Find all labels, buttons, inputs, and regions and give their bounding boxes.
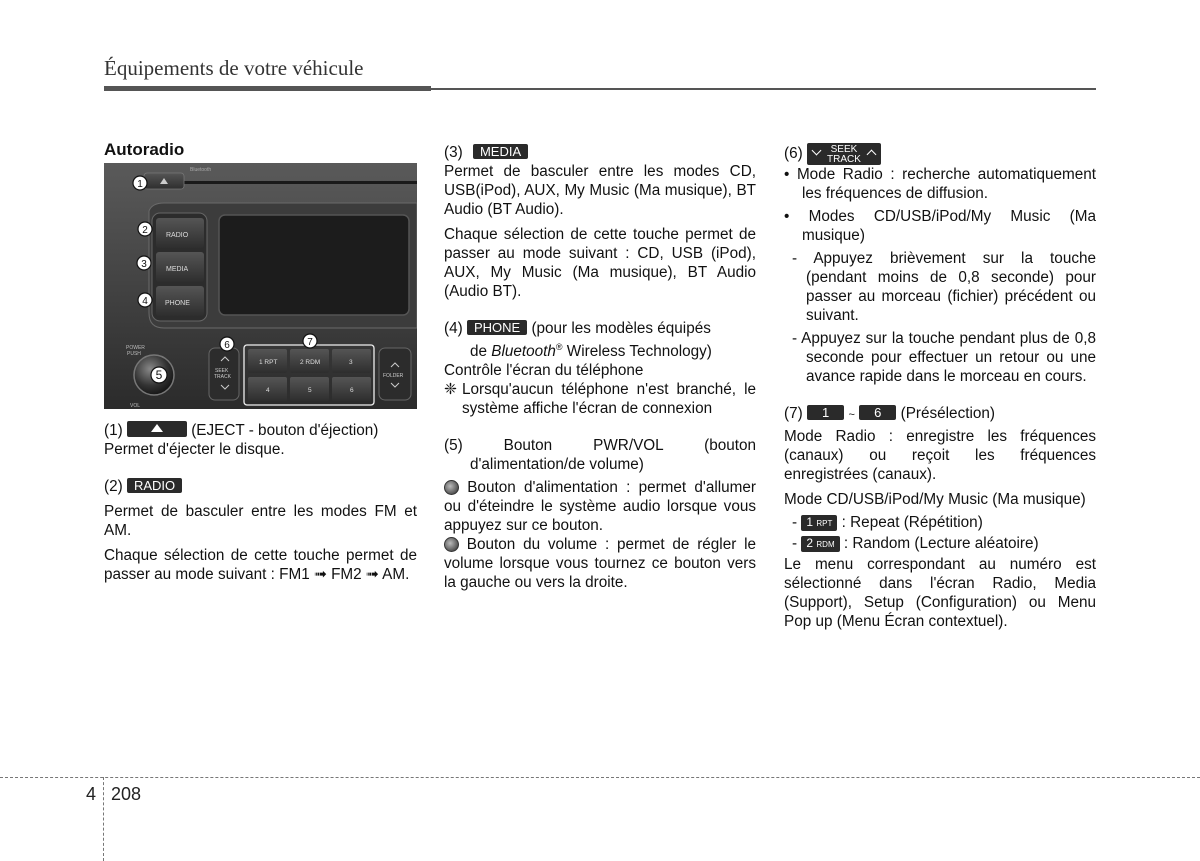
seek-label-2: TRACK xyxy=(214,374,231,380)
brand-label: Bluetooth xyxy=(190,167,212,173)
callout-6 xyxy=(220,337,234,351)
item-2-line xyxy=(104,477,417,496)
column-2 xyxy=(444,143,756,592)
volume-knob-icon xyxy=(444,537,459,552)
item-4-note xyxy=(444,380,756,418)
item-5-volume xyxy=(444,535,756,592)
item-1-line xyxy=(104,421,417,440)
eject-icon xyxy=(127,421,187,437)
power-label-2: PUSH xyxy=(127,351,141,357)
item-1-desc: Permet d'éjecter le disque. xyxy=(104,441,285,458)
svg-text:2: 2 xyxy=(142,225,148,236)
item-5-line-2: d'alimentation/de volume) xyxy=(470,456,644,474)
item-3-desc-1: Permet de basculer entre les modes CD, USB(iPod), AUX, My Music (Ma musique), BT Audio (BT Audio). xyxy=(444,163,756,218)
item-5-line-1: (5) Bouton PWR/VOL (bouton xyxy=(444,437,756,455)
item-2-desc-1: Permet de basculer entre les modes FM et AM. xyxy=(104,503,417,539)
rpt-tag: 1 RPT xyxy=(801,515,837,531)
item-4-label: (4) xyxy=(444,320,463,337)
item-7-menu: Le menu correspondant au numéro est sélectionné dans l'écran Radio, Media (Support), Setup (Configuration) ou Menu Pop up (Menu Écran contextuel). xyxy=(784,556,1096,630)
media-button-label: MEDIA xyxy=(166,266,189,273)
media-tag: MEDIA xyxy=(473,144,528,159)
svg-text:7: 7 xyxy=(307,337,313,348)
callout-2 xyxy=(138,222,152,236)
item-5-volume-text: Bouton du volume : permet de régler le volume lorsque vous tournez ce bouton vers la gauche ou vers la droite. xyxy=(444,536,757,592)
column-1 xyxy=(104,140,417,584)
item-4-text-b: de xyxy=(470,343,488,361)
power-label-1: POWER xyxy=(126,345,145,351)
preset-6-tag: 6 xyxy=(859,405,896,420)
item-4-text-c: Wireless Technology) xyxy=(566,343,712,361)
item-1-text: (EJECT - bouton d'éjection) xyxy=(191,422,379,439)
power-knob-icon xyxy=(444,480,459,495)
callout-4 xyxy=(138,293,152,307)
page-header-title: Équipements de votre véhicule xyxy=(104,56,364,80)
item-7-rpt: - 1 RPT : Repeat (Répétition) xyxy=(792,514,983,531)
item-7-rdm: - 2 RDM : Random (Lecture aléatoire) xyxy=(792,535,1039,552)
item-4-line-2 xyxy=(444,338,756,361)
callout-5 xyxy=(151,367,167,383)
phone-tag: PHONE xyxy=(467,320,527,335)
item-3-desc-2: Chaque sélection de cette touche permet de passer au mode suivant : CD, USB (iPod), AUX, My Music (Ma musique), BT Audio (Audio BT). xyxy=(444,226,756,300)
svg-text:4: 4 xyxy=(142,296,148,307)
item-7-label: (7) xyxy=(784,405,803,422)
callout-1 xyxy=(133,176,147,190)
item-6-dash-1: - Appuyez brièvement sur la touche (pendant moins de 0,8 seconde) pour passer au morceau (fichier) précédent ou suivant. xyxy=(792,250,1096,324)
chevron-up-icon xyxy=(867,150,877,160)
item-6-bullet-1: • Mode Radio : recherche automatiquement les fréquences de diffusion. xyxy=(784,166,1096,202)
section-heading: Autoradio xyxy=(104,140,185,159)
item-7-rdm-text: : Random (Lecture aléatoire) xyxy=(843,535,1039,552)
item-2-label: (2) xyxy=(104,478,123,495)
item-6-line xyxy=(784,143,1096,165)
folder-label: FOLDER xyxy=(383,373,404,379)
seek-track-tag xyxy=(807,143,881,165)
phone-button-label: PHONE xyxy=(165,300,190,307)
item-3-label: (3) xyxy=(444,144,463,161)
item-4-desc: Contrôle l'écran du téléphone xyxy=(444,362,644,380)
note-symbol: ❈ xyxy=(444,381,457,399)
item-4-text-a: (pour les modèles équipés xyxy=(531,320,711,337)
header-rule xyxy=(104,86,1096,90)
preset-5-label: 5 xyxy=(308,387,312,394)
item-7-media: Mode CD/USB/iPod/My Music (Ma musique) xyxy=(784,491,1086,508)
seek-tag-line-2: TRACK xyxy=(827,154,861,165)
seek-label-1: SEEK xyxy=(215,368,229,374)
footer-divider xyxy=(103,777,104,861)
preset-2-label: 2 RDM xyxy=(300,359,321,366)
item-7-rpt-text: : Repeat (Répétition) xyxy=(841,514,983,531)
item-6-dash-2: - Appuyez sur la touche pendant plus de 0,8 seconde pour effectuer un retour ou une avance rapide dans le morceau en cours. xyxy=(792,330,1096,385)
section-number: 4 xyxy=(86,784,97,804)
preset-1-label: 1 RPT xyxy=(259,359,278,366)
item-6-label: (6) xyxy=(784,145,803,163)
item-7-text: (Présélection) xyxy=(900,405,995,422)
preset-1-tag: 1 xyxy=(807,405,844,420)
car-radio-illustration xyxy=(104,163,417,409)
preset-4-label: 4 xyxy=(266,387,270,394)
item-7-radio: Mode Radio : enregistre les fréquences (canaux) ou reçoit les fréquences enregistrées (canaux). xyxy=(784,428,1096,483)
item-3-line xyxy=(444,143,756,162)
bluetooth-text: Bluetooth xyxy=(491,343,556,361)
callout-7 xyxy=(303,334,317,348)
item-2-desc-2: Chaque sélection de cette touche permet de passer au mode suivant : FM1 ➟ FM2 ➟ AM. xyxy=(104,547,417,583)
item-6-bullet-2: • Modes CD/USB/iPod/My Music (Ma musique) xyxy=(784,208,1096,244)
item-5-power xyxy=(444,478,756,535)
preset-6-label: 6 xyxy=(350,387,354,394)
svg-text:1: 1 xyxy=(137,179,143,190)
chevron-down-icon xyxy=(812,146,822,156)
preset-3-label: 3 xyxy=(349,359,353,366)
tilde: ~ xyxy=(848,409,855,421)
svg-text:3: 3 xyxy=(141,259,147,270)
item-7-line xyxy=(784,404,1096,425)
radio-tag: RADIO xyxy=(127,478,182,493)
vol-label: VOL xyxy=(130,403,141,409)
registered-mark: ® xyxy=(555,342,563,352)
item-4-line xyxy=(444,319,756,338)
column-3 xyxy=(784,143,1096,631)
page-number: 208 xyxy=(111,784,142,804)
seek-tag-line-1: SEEK xyxy=(830,144,858,155)
svg-text:5: 5 xyxy=(155,368,163,382)
svg-text:6: 6 xyxy=(224,340,230,351)
rdm-tag: 2 RDM xyxy=(801,536,839,552)
item-4-note-text: Lorsqu'aucun téléphone n'est branché, le système affiche l'écran de connexion xyxy=(462,381,756,418)
item-1-label: (1) xyxy=(104,422,123,439)
callout-3 xyxy=(137,256,151,270)
footer-rule xyxy=(0,777,1200,778)
radio-button-label: RADIO xyxy=(166,232,189,239)
item-5-power-text: Bouton d'alimentation : permet d'allumer ou d'éteindre le système audio lorsque vous appuyez sur ce bouton. xyxy=(444,479,756,535)
